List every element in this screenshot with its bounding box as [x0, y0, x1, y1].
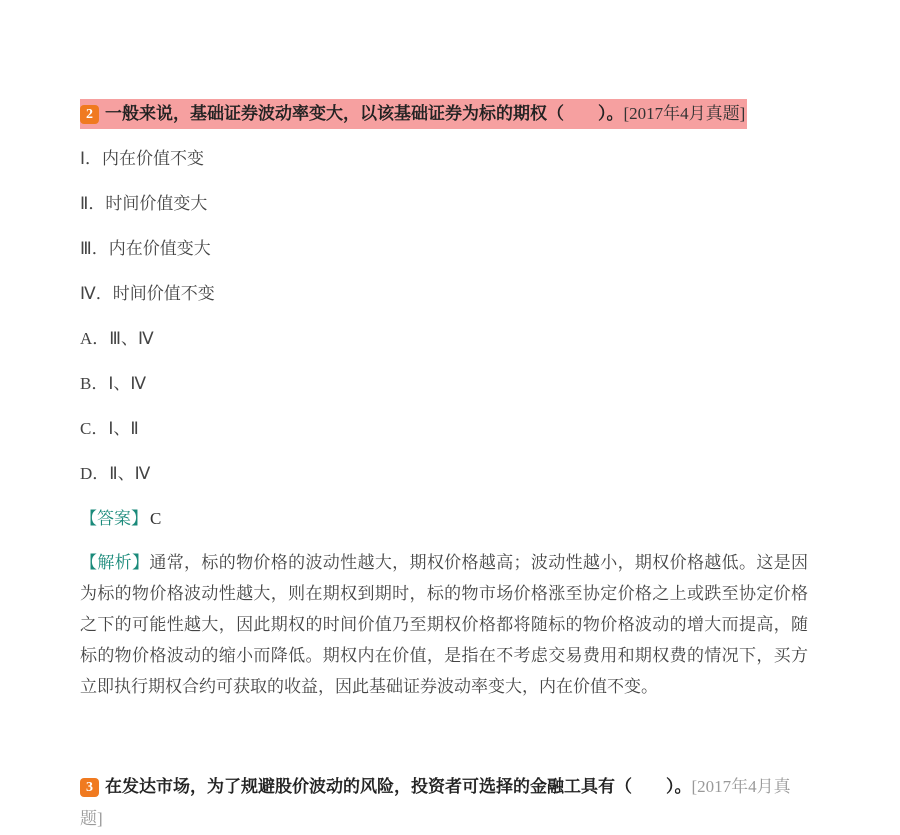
question-source: [2017年4月真题]: [80, 777, 791, 828]
option-letter: A．: [80, 329, 110, 348]
statement-3: [80, 234, 211, 264]
answer-value: C: [150, 509, 162, 528]
analysis-label: 【解析】: [80, 553, 150, 573]
question-2-title: [80, 99, 747, 129]
option-text: Ⅰ、Ⅱ: [108, 419, 139, 438]
statement-text: 时间价值不变: [112, 284, 215, 304]
statement-number: Ⅲ．: [80, 239, 109, 258]
option-d: [80, 459, 150, 489]
option-text: Ⅱ、Ⅳ: [109, 464, 151, 483]
statement-number: Ⅱ．: [80, 194, 106, 213]
statement-number: Ⅰ．: [80, 149, 103, 168]
question-stem: 一般来说，基础证券波动率变大，以该基础证券为标的期权（ ）。: [105, 104, 624, 124]
statement-4: [80, 279, 215, 309]
option-c: [80, 414, 139, 444]
statement-1: [80, 144, 204, 174]
statement-text: 内在价值不变: [102, 149, 205, 169]
question-number-badge: 3: [80, 778, 99, 797]
option-b: [80, 369, 146, 399]
statement-text: 时间价值变大: [105, 194, 208, 214]
option-letter: D．: [80, 464, 110, 483]
question-3: [80, 771, 808, 835]
analysis-text: 通常，标的物价格的波动性越大，期权价格越高；波动性越小，期权价格越低。这是因为标的物价格波动性越大，则在期权到期时，标的物市场价格涨至协定价格之上或跌至协定价格之下的可能性越大，因此期权的时间价值乃至期权价格都将随标的物价格波动的增大而提高，随标的物价格波动的缩小而降低。期权内在价值，是指在不考虑交易费用和期权费的情况下，买方立即执行期权合约可获取的收益，因此基础证券波动率变大，内在价值不变。: [80, 553, 809, 697]
option-a: [80, 324, 154, 354]
answer-line: [80, 504, 161, 534]
statement-2: [80, 189, 207, 219]
statement-number: Ⅳ．: [80, 284, 113, 303]
question-number-badge: 2: [80, 105, 99, 124]
answer-label: 【答案】: [80, 509, 148, 529]
option-text: Ⅰ、Ⅳ: [108, 374, 147, 393]
option-text: Ⅲ、Ⅳ: [109, 329, 154, 348]
question-2: [80, 99, 747, 129]
analysis-paragraph: [80, 548, 808, 703]
question-source: [2017年4月真题]: [623, 104, 746, 123]
option-letter: C．: [80, 419, 109, 438]
option-letter: B．: [80, 374, 109, 393]
question-stem: 在发达市场，为了规避股价波动的风险，投资者可选择的金融工具有（ ）。: [105, 777, 692, 797]
statement-text: 内在价值变大: [108, 239, 211, 259]
